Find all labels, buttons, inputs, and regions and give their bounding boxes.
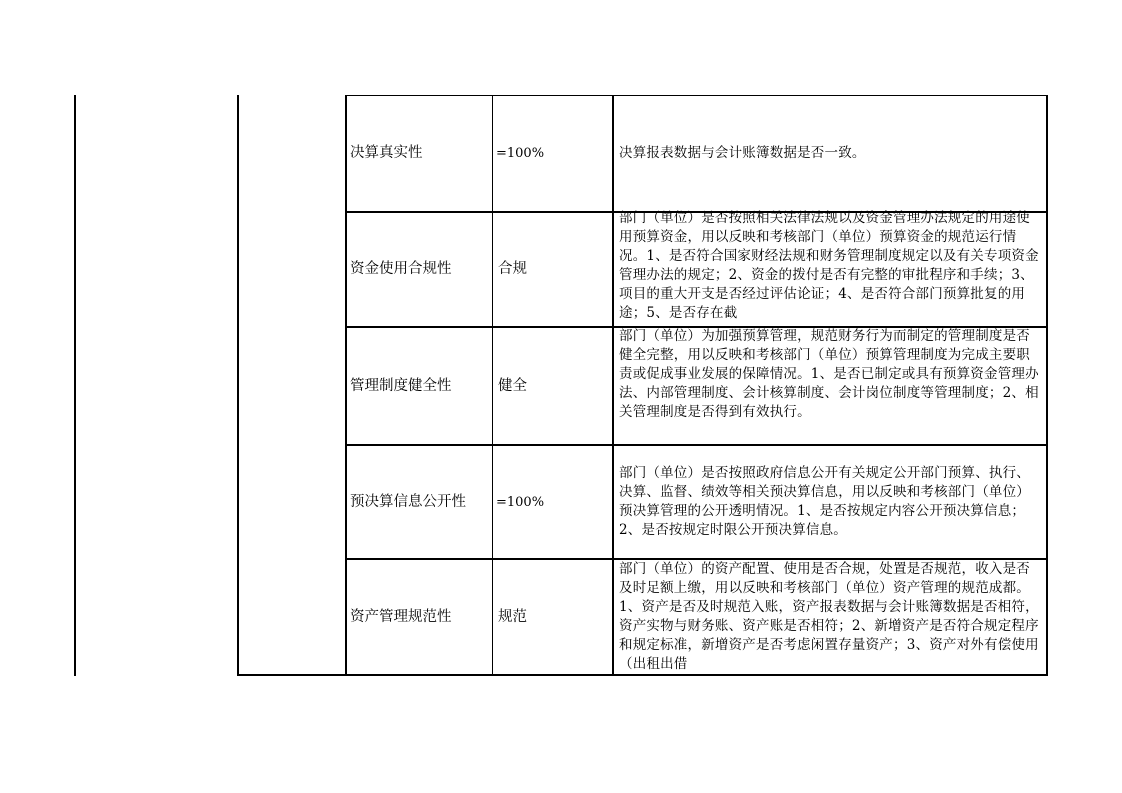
indicator-value: =100% bbox=[496, 494, 545, 510]
table-bottom-border bbox=[237, 674, 1048, 676]
indicator-name: 资产管理规范性 bbox=[350, 608, 452, 625]
column-divider-3 bbox=[492, 95, 493, 676]
value-cell bbox=[494, 96, 612, 211]
indicator-cell bbox=[348, 328, 492, 444]
indicator-name: 决算真实性 bbox=[350, 145, 423, 161]
indicator-description: 部门（单位）的资产配置、使用是否合规，处置是否规范，收入是否及时足额上缴，用以反映和考核部门（单位）资产管理的规范成都。1、资产是否及时规范入账，资产报表数据与会计账簿数据是否相符，资产实物与财务账、资产账是否相符；2、新增资产是否符合规定程序和规定标准，新增资产是否考虑闲置存量资产；3、资产对外有偿使用（出租出借 bbox=[619, 561, 1039, 672]
indicator-value: =100% bbox=[496, 146, 545, 161]
indicator-description: 决算报表数据与会计账簿数据是否一致。 bbox=[619, 145, 866, 161]
value-cell bbox=[494, 213, 612, 326]
indicator-name: 预决算信息公开性 bbox=[350, 493, 466, 510]
indicator-cell bbox=[348, 213, 492, 326]
value-cell bbox=[494, 560, 612, 674]
indicator-value: 合规 bbox=[498, 261, 527, 277]
indicator-name: 管理制度健全性 bbox=[350, 377, 452, 394]
table-right-border bbox=[1046, 95, 1048, 676]
indicator-description: 部门（单位）是否按照政府信息公开有关规定公开部门预算、执行、决算、监督、绩效等相关预决算信息，用以反映和考核部门（单位）预决算管理的公开透明情况。1、是否按规定内容公开预决算信息；2、是否按规定时限公开预决算信息。 bbox=[619, 465, 1030, 538]
column-divider-2 bbox=[345, 95, 347, 676]
description-cell bbox=[614, 560, 1046, 674]
indicator-description: 部门（单位）为加强预算管理，规范财务行为而制定的管理制度是否健全完整，用以反映和考核部门（单位）预算管理制度为完成主要职责或促成事业发展的保障情况。1、是否已制定或具有预算资金管理办法、内部管理制度、会计核算制度、会计岗位制度等管理制度；2、相关管理制度是否得到有效执行。 bbox=[619, 328, 1039, 420]
description-cell bbox=[614, 209, 1046, 326]
description-cell bbox=[614, 96, 1046, 211]
indicator-name: 资金使用合规性 bbox=[350, 261, 452, 277]
value-cell bbox=[494, 446, 612, 558]
indicator-value: 健全 bbox=[498, 377, 527, 394]
indicator-cell bbox=[348, 96, 492, 211]
description-cell bbox=[614, 327, 1046, 444]
value-cell bbox=[494, 328, 612, 444]
indicator-description: 部门（单位）是否按照相关法律法规以及资金管理办法规定的用途使用预算资金，用以反映和考核部门（单位）预算资金的规范运行情况。1、是否符合国家财经法规和财务管理制度规定以及有关专项资金管理办法的规定；2、资金的拨付是否有完整的审批程序和手续；3、项目的重大开支是否经过评估论证；4、是否符合部门预算批复的用途；5、是否存在截 bbox=[619, 210, 1039, 321]
indicator-cell bbox=[348, 446, 492, 558]
table-left-border bbox=[74, 95, 76, 676]
description-cell bbox=[614, 446, 1046, 558]
indicator-value: 规范 bbox=[498, 608, 527, 625]
indicator-cell bbox=[348, 560, 492, 674]
column-divider-1 bbox=[237, 95, 239, 676]
